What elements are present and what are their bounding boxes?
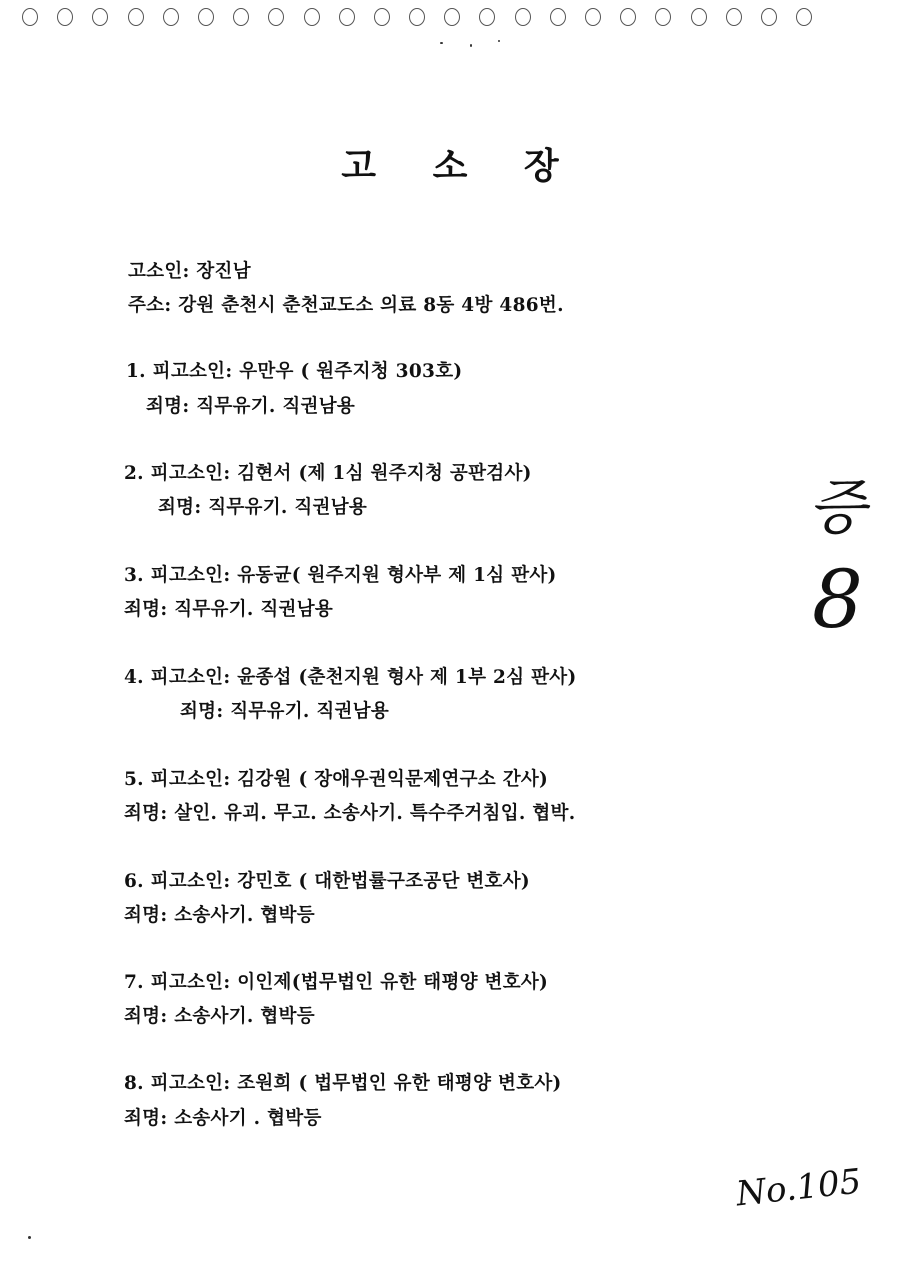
defendant-charge: 죄명: 살인. 유괴. 무고. 소송사기. 특수주거침입. 협박.: [124, 803, 576, 824]
binder-hole: [444, 8, 460, 26]
binder-hole: [585, 8, 601, 26]
defendant-line: 7. 피고소인: 이인제(법무법인 유한 태평양 변호사): [124, 972, 549, 993]
complainant-name: 고소인: 장진남: [128, 261, 251, 282]
binder-hole: [339, 8, 355, 26]
binder-hole: [128, 8, 144, 26]
defendant-charge: 죄명: 직무유기. 직권남용: [158, 497, 368, 518]
binder-holes: [22, 8, 812, 26]
defendant-line: 1. 피고소인: 우만우 ( 원주지청 303호): [126, 361, 463, 382]
binder-hole: [761, 8, 777, 26]
handwritten-page-number: No.105: [734, 1161, 864, 1215]
defendant-line: 2. 피고소인: 김현서 (제 1심 원주지청 공판검사): [124, 463, 532, 484]
binder-hole: [198, 8, 214, 26]
binder-hole: [726, 8, 742, 26]
binder-hole: [691, 8, 707, 26]
binder-hole: [374, 8, 390, 26]
handwritten-exhibit-number: 8: [812, 553, 863, 646]
binder-hole: [620, 8, 636, 26]
binder-hole: [796, 8, 812, 26]
binder-hole: [409, 8, 425, 26]
defendant-line: 3. 피고소인: 유동균( 원주지원 형사부 제 1심 판사): [124, 565, 557, 586]
scan-speck: [28, 1236, 31, 1239]
scan-speck: [470, 44, 472, 47]
document-title: 고 소 장: [341, 146, 581, 187]
handwritten-exhibit-mark: 증: [808, 473, 866, 543]
binder-hole: [304, 8, 320, 26]
complainant-address: 주소: 강원 춘천시 춘천교도소 의료 8동 4방 486번.: [128, 295, 564, 316]
binder-hole: [233, 8, 249, 26]
defendant-charge: 죄명: 직무유기. 직권남용: [124, 599, 334, 620]
defendant-charge: 죄명: 소송사기. 협박등: [124, 905, 315, 926]
defendant-line: 8. 피고소인: 조원희 ( 법무법인 유한 태평양 변호사): [124, 1073, 562, 1094]
binder-hole: [92, 8, 108, 26]
defendant-line: 5. 피고소인: 김강원 ( 장애우권익문제연구소 간사): [124, 769, 549, 790]
scan-speck: [440, 42, 443, 44]
defendant-charge: 죄명: 소송사기 . 협박등: [124, 1108, 322, 1129]
defendant-charge: 죄명: 직무유기. 직권남용: [146, 396, 356, 417]
binder-hole: [57, 8, 73, 26]
defendant-line: 6. 피고소인: 강민호 ( 대한법률구조공단 변호사): [124, 871, 530, 892]
defendant-line: 4. 피고소인: 윤종섭 (춘천지원 형사 제 1부 2심 판사): [124, 667, 577, 688]
binder-hole: [479, 8, 495, 26]
defendant-charge: 죄명: 소송사기. 협박등: [124, 1006, 315, 1027]
binder-hole: [268, 8, 284, 26]
binder-hole: [655, 8, 671, 26]
binder-hole: [163, 8, 179, 26]
binder-hole: [550, 8, 566, 26]
binder-hole: [515, 8, 531, 26]
scan-speck: [498, 40, 500, 42]
binder-hole: [22, 8, 38, 26]
defendant-charge: 죄명: 직무유기. 직권남용: [180, 701, 390, 722]
